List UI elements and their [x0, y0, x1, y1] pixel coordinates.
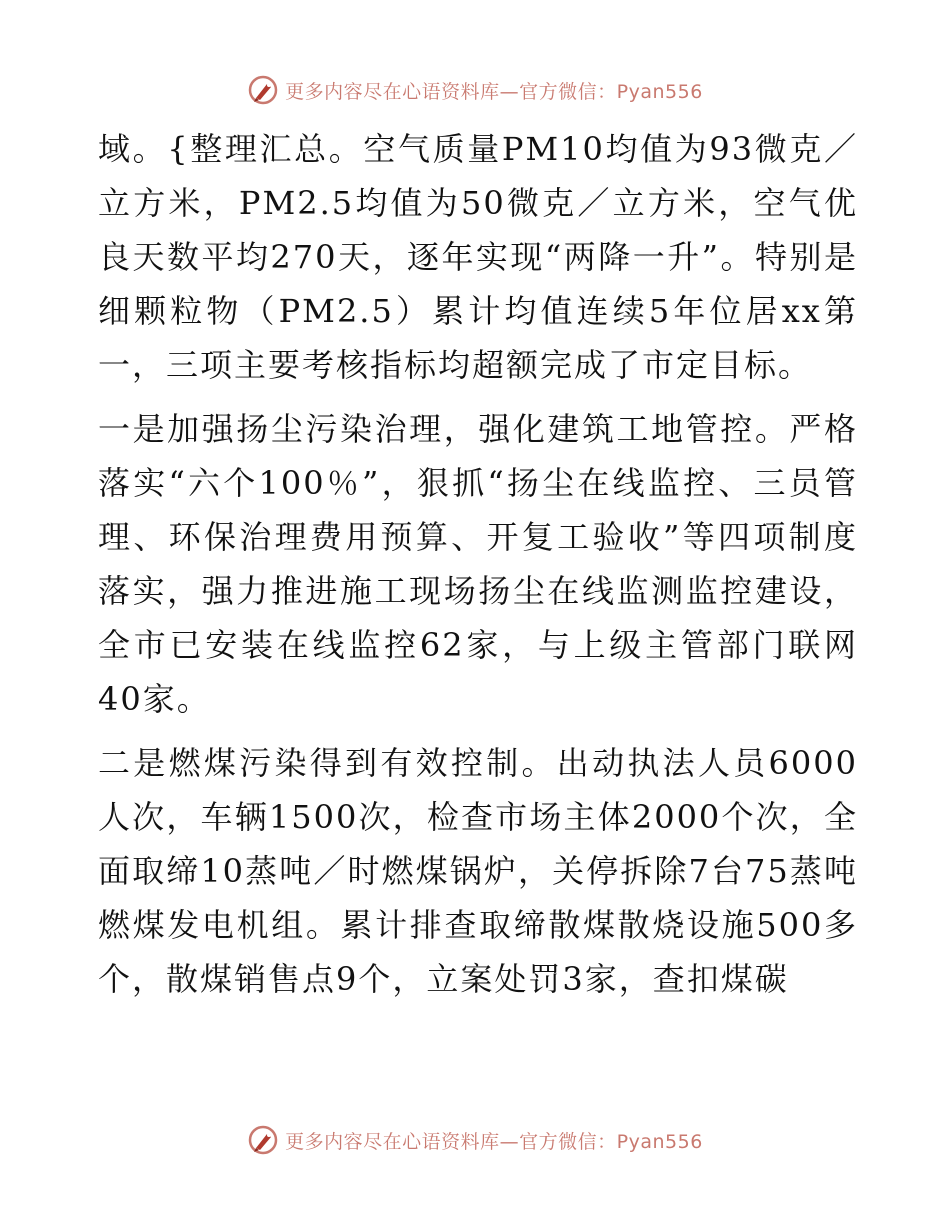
pen-logo-icon — [247, 1124, 279, 1156]
pen-logo-icon — [247, 74, 279, 106]
footer-watermark-text: 更多内容尽在心语资料库—官方微信：Pyan556 — [285, 1130, 703, 1153]
paragraph-dust-control: 一是加强扬尘污染治理，强化建筑工地管控。严格落实“六个100％”，狠抓“扬尘在线监控、三员管理、环保治理费用预算、开复工验收”等四项制度落实，强力推进施工现场扬尘在线监测监控建设，全市已安装在线监控62家，与上级主管部门联网40家。 — [98, 410, 858, 718]
paragraph-coal-control: 二是燃煤污染得到有效控制。出动执法人员6000人次，车辆1500次，检查市场主体2000个次，全面取缔10蒸吨／时燃煤锅炉，关停拆除7台75蒸吨燃煤发电机组。累计排查取缔散煤散烧设施500多个，散煤销售点9个，立案处罚3家，查扣煤碳 — [98, 744, 858, 998]
document-body — [98, 122, 858, 1006]
header-watermark-text: 更多内容尽在心语资料库—官方微信：Pyan556 — [285, 80, 703, 103]
footer-watermark — [0, 1120, 950, 1160]
header-watermark — [0, 70, 950, 110]
paragraph-air-quality: 域。{整理汇总。空气质量PM10均值为93微克／立方米，PM2.5均值为50微克／立方米，空气优良天数平均270天，逐年实现“两降一升”。特别是细颗粒物（PM2.5）累计均值连续5年位居xx第一，三项主要考核指标均超额完成了市定目标。 — [98, 130, 858, 384]
